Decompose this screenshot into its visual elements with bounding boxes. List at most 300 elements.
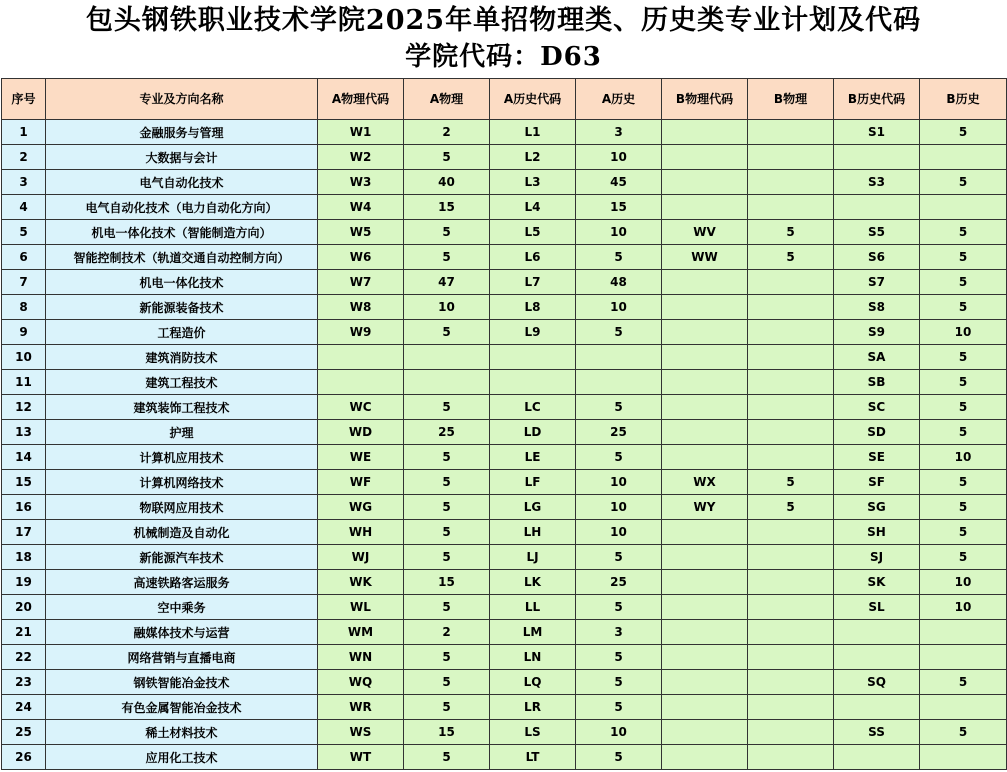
cell-b-physics-code <box>662 320 748 345</box>
cell-a-physics-code: W4 <box>318 195 404 220</box>
table-row <box>2 395 1007 420</box>
cell-b-physics <box>748 670 834 695</box>
cell-major-name: 新能源汽车技术 <box>46 545 318 570</box>
cell-a-physics-code: WL <box>318 595 404 620</box>
cell-a-physics: 10 <box>404 295 490 320</box>
cell-b-physics-code <box>662 295 748 320</box>
cell-b-physics: 5 <box>748 245 834 270</box>
cell-a-physics-code: W6 <box>318 245 404 270</box>
cell-b-history: 5 <box>920 370 1007 395</box>
cell-b-history-code: S7 <box>834 270 920 295</box>
cell-a-physics: 5 <box>404 595 490 620</box>
cell-a-history: 5 <box>576 320 662 345</box>
cell-a-history-code: L7 <box>490 270 576 295</box>
cell-a-physics: 2 <box>404 620 490 645</box>
cell-b-history-code: SE <box>834 445 920 470</box>
cell-b-history-code: SF <box>834 470 920 495</box>
cell-seq: 11 <box>2 370 46 395</box>
cell-a-history-code: LJ <box>490 545 576 570</box>
header-b-physics-code: B物理代码 <box>662 79 748 120</box>
cell-seq: 6 <box>2 245 46 270</box>
cell-a-history-code: LK <box>490 570 576 595</box>
cell-a-physics: 47 <box>404 270 490 295</box>
cell-a-physics-code: WJ <box>318 545 404 570</box>
cell-b-history <box>920 145 1007 170</box>
cell-seq: 1 <box>2 120 46 145</box>
cell-a-history: 10 <box>576 520 662 545</box>
cell-a-history: 3 <box>576 620 662 645</box>
cell-b-physics <box>748 695 834 720</box>
cell-seq: 8 <box>2 295 46 320</box>
table-row <box>2 745 1007 770</box>
cell-a-history-code: L2 <box>490 145 576 170</box>
cell-b-history: 5 <box>920 520 1007 545</box>
cell-b-physics-code <box>662 595 748 620</box>
table-row <box>2 295 1007 320</box>
cell-b-physics-code <box>662 545 748 570</box>
cell-b-history <box>920 745 1007 770</box>
cell-b-physics <box>748 295 834 320</box>
cell-a-history: 5 <box>576 670 662 695</box>
table-row <box>2 220 1007 245</box>
cell-b-history-code: SC <box>834 395 920 420</box>
cell-b-physics: 5 <box>748 220 834 245</box>
cell-seq: 3 <box>2 170 46 195</box>
cell-a-physics-code: WE <box>318 445 404 470</box>
cell-a-physics: 5 <box>404 445 490 470</box>
cell-b-physics-code <box>662 370 748 395</box>
cell-a-physics: 5 <box>404 220 490 245</box>
cell-a-history-code: L8 <box>490 295 576 320</box>
cell-b-physics-code <box>662 670 748 695</box>
cell-a-history-code: LE <box>490 445 576 470</box>
cell-b-history: 10 <box>920 570 1007 595</box>
cell-a-physics: 5 <box>404 645 490 670</box>
cell-b-physics <box>748 545 834 570</box>
cell-b-physics <box>748 120 834 145</box>
table-row <box>2 170 1007 195</box>
cell-a-physics: 5 <box>404 320 490 345</box>
cell-b-physics-code: WX <box>662 470 748 495</box>
cell-b-history-code: S5 <box>834 220 920 245</box>
cell-a-physics-code: WG <box>318 495 404 520</box>
cell-a-history: 10 <box>576 220 662 245</box>
cell-b-history-code: SH <box>834 520 920 545</box>
cell-a-physics <box>404 345 490 370</box>
cell-a-history: 5 <box>576 645 662 670</box>
cell-major-name: 电气自动化技术 <box>46 170 318 195</box>
cell-major-name: 高速铁路客运服务 <box>46 570 318 595</box>
cell-a-physics: 5 <box>404 520 490 545</box>
cell-b-physics: 5 <box>748 495 834 520</box>
cell-b-physics-code <box>662 620 748 645</box>
cell-b-physics: 5 <box>748 470 834 495</box>
cell-b-history-code: S1 <box>834 120 920 145</box>
cell-seq: 13 <box>2 420 46 445</box>
cell-b-physics <box>748 520 834 545</box>
cell-major-name: 融媒体技术与运营 <box>46 620 318 645</box>
cell-a-history-code <box>490 345 576 370</box>
cell-major-name: 建筑消防技术 <box>46 345 318 370</box>
cell-b-physics <box>748 745 834 770</box>
cell-a-physics-code: W9 <box>318 320 404 345</box>
table-row <box>2 445 1007 470</box>
cell-b-history-code <box>834 145 920 170</box>
cell-major-name: 机电一体化技术（智能制造方向） <box>46 220 318 245</box>
cell-seq: 19 <box>2 570 46 595</box>
enrollment-plan-table <box>1 78 1007 770</box>
cell-a-physics-code: WT <box>318 745 404 770</box>
cell-b-physics <box>748 570 834 595</box>
cell-a-history-code: LM <box>490 620 576 645</box>
cell-b-physics <box>748 270 834 295</box>
cell-a-history-code: LN <box>490 645 576 670</box>
cell-major-name: 物联网应用技术 <box>46 495 318 520</box>
cell-b-history-code <box>834 695 920 720</box>
cell-b-physics-code <box>662 395 748 420</box>
cell-a-physics: 15 <box>404 720 490 745</box>
cell-b-history: 5 <box>920 270 1007 295</box>
cell-seq: 18 <box>2 545 46 570</box>
cell-b-physics <box>748 595 834 620</box>
table-row <box>2 595 1007 620</box>
header-major-name: 专业及方向名称 <box>46 79 318 120</box>
cell-b-history-code <box>834 745 920 770</box>
table-row <box>2 195 1007 220</box>
cell-major-name: 电气自动化技术（电力自动化方向） <box>46 195 318 220</box>
cell-b-history-code: SD <box>834 420 920 445</box>
cell-b-physics <box>748 620 834 645</box>
cell-a-physics: 5 <box>404 470 490 495</box>
cell-b-history <box>920 695 1007 720</box>
cell-a-physics: 25 <box>404 420 490 445</box>
cell-b-physics <box>748 720 834 745</box>
cell-a-history-code <box>490 370 576 395</box>
table-body <box>2 120 1007 770</box>
cell-b-history-code: SL <box>834 595 920 620</box>
header-b-history: B历史 <box>920 79 1007 120</box>
cell-a-history-code: L6 <box>490 245 576 270</box>
cell-b-physics-code <box>662 170 748 195</box>
header-a-physics-code: A物理代码 <box>318 79 404 120</box>
cell-b-physics-code <box>662 345 748 370</box>
cell-a-physics-code: WM <box>318 620 404 645</box>
cell-a-history: 5 <box>576 595 662 620</box>
cell-b-history-code <box>834 645 920 670</box>
cell-seq: 14 <box>2 445 46 470</box>
cell-b-physics-code <box>662 695 748 720</box>
cell-a-history-code: L5 <box>490 220 576 245</box>
cell-b-history-code: SJ <box>834 545 920 570</box>
header-a-physics: A物理 <box>404 79 490 120</box>
cell-a-history: 48 <box>576 270 662 295</box>
cell-a-history-code: LT <box>490 745 576 770</box>
table-row <box>2 720 1007 745</box>
cell-b-history-code: S9 <box>834 320 920 345</box>
cell-b-history-code: S6 <box>834 245 920 270</box>
cell-a-physics-code <box>318 345 404 370</box>
cell-major-name: 新能源装备技术 <box>46 295 318 320</box>
cell-seq: 9 <box>2 320 46 345</box>
table-row <box>2 645 1007 670</box>
cell-a-history: 5 <box>576 445 662 470</box>
cell-b-history-code: SQ <box>834 670 920 695</box>
cell-seq: 10 <box>2 345 46 370</box>
cell-a-physics-code: W8 <box>318 295 404 320</box>
cell-b-history: 10 <box>920 320 1007 345</box>
table-row <box>2 670 1007 695</box>
cell-seq: 5 <box>2 220 46 245</box>
table-row <box>2 370 1007 395</box>
cell-b-physics-code: WY <box>662 495 748 520</box>
table-row <box>2 245 1007 270</box>
cell-b-physics-code: WW <box>662 245 748 270</box>
table-header-row <box>2 79 1007 120</box>
cell-b-history: 5 <box>920 220 1007 245</box>
cell-b-history <box>920 195 1007 220</box>
cell-b-history-code <box>834 620 920 645</box>
cell-b-history: 5 <box>920 495 1007 520</box>
cell-a-history-code: L1 <box>490 120 576 145</box>
cell-b-physics-code <box>662 195 748 220</box>
cell-seq: 12 <box>2 395 46 420</box>
cell-b-history: 10 <box>920 445 1007 470</box>
table-row <box>2 145 1007 170</box>
cell-major-name: 空中乘务 <box>46 595 318 620</box>
cell-a-physics-code <box>318 370 404 395</box>
cell-major-name: 建筑工程技术 <box>46 370 318 395</box>
cell-a-history: 5 <box>576 745 662 770</box>
cell-major-name: 有色金属智能冶金技术 <box>46 695 318 720</box>
cell-a-history-code: L4 <box>490 195 576 220</box>
cell-a-physics-code: WS <box>318 720 404 745</box>
table-row <box>2 120 1007 145</box>
cell-b-history-code: SA <box>834 345 920 370</box>
cell-a-history: 10 <box>576 470 662 495</box>
cell-a-physics: 5 <box>404 145 490 170</box>
cell-seq: 23 <box>2 670 46 695</box>
cell-b-history-code: SS <box>834 720 920 745</box>
cell-b-physics <box>748 420 834 445</box>
cell-a-physics-code: WN <box>318 645 404 670</box>
cell-b-history <box>920 620 1007 645</box>
cell-a-history: 5 <box>576 245 662 270</box>
header-a-history: A历史 <box>576 79 662 120</box>
cell-a-physics-code: W1 <box>318 120 404 145</box>
cell-a-physics-code: W2 <box>318 145 404 170</box>
cell-a-history: 10 <box>576 295 662 320</box>
cell-major-name: 计算机网络技术 <box>46 470 318 495</box>
cell-major-name: 网络营销与直播电商 <box>46 645 318 670</box>
cell-b-history: 5 <box>920 245 1007 270</box>
cell-b-physics <box>748 370 834 395</box>
cell-major-name: 钢铁智能冶金技术 <box>46 670 318 695</box>
cell-b-physics <box>748 170 834 195</box>
cell-a-physics: 5 <box>404 745 490 770</box>
cell-major-name: 工程造价 <box>46 320 318 345</box>
cell-a-physics: 5 <box>404 495 490 520</box>
cell-major-name: 计算机应用技术 <box>46 445 318 470</box>
table-row <box>2 695 1007 720</box>
cell-seq: 15 <box>2 470 46 495</box>
cell-major-name: 机电一体化技术 <box>46 270 318 295</box>
cell-a-history: 5 <box>576 545 662 570</box>
cell-a-physics: 15 <box>404 195 490 220</box>
cell-seq: 7 <box>2 270 46 295</box>
cell-seq: 24 <box>2 695 46 720</box>
cell-seq: 26 <box>2 745 46 770</box>
cell-a-physics: 40 <box>404 170 490 195</box>
cell-b-physics-code <box>662 520 748 545</box>
cell-b-history: 5 <box>920 395 1007 420</box>
cell-seq: 4 <box>2 195 46 220</box>
cell-a-history-code: LQ <box>490 670 576 695</box>
cell-major-name: 应用化工技术 <box>46 745 318 770</box>
cell-b-physics <box>748 320 834 345</box>
cell-seq: 20 <box>2 595 46 620</box>
cell-b-history: 5 <box>920 545 1007 570</box>
cell-a-history: 25 <box>576 570 662 595</box>
table-row <box>2 420 1007 445</box>
header-seq: 序号 <box>2 79 46 120</box>
cell-major-name: 护理 <box>46 420 318 445</box>
cell-major-name: 稀土材料技术 <box>46 720 318 745</box>
cell-seq: 2 <box>2 145 46 170</box>
cell-a-physics-code: WD <box>318 420 404 445</box>
table-row <box>2 495 1007 520</box>
cell-a-history: 5 <box>576 695 662 720</box>
cell-b-physics <box>748 195 834 220</box>
cell-major-name: 机械制造及自动化 <box>46 520 318 545</box>
cell-b-physics-code <box>662 445 748 470</box>
table-row <box>2 345 1007 370</box>
cell-b-history-code: SB <box>834 370 920 395</box>
cell-a-history-code: LH <box>490 520 576 545</box>
cell-a-history-code: LG <box>490 495 576 520</box>
cell-a-history: 25 <box>576 420 662 445</box>
cell-a-physics-code: WR <box>318 695 404 720</box>
cell-a-history: 10 <box>576 145 662 170</box>
cell-b-history: 5 <box>920 420 1007 445</box>
cell-a-history: 5 <box>576 395 662 420</box>
cell-b-history <box>920 645 1007 670</box>
cell-seq: 25 <box>2 720 46 745</box>
cell-b-history: 10 <box>920 595 1007 620</box>
cell-b-history-code: SG <box>834 495 920 520</box>
cell-seq: 22 <box>2 645 46 670</box>
cell-a-history-code: LR <box>490 695 576 720</box>
cell-a-history-code: LL <box>490 595 576 620</box>
cell-major-name: 建筑装饰工程技术 <box>46 395 318 420</box>
cell-a-history: 3 <box>576 120 662 145</box>
cell-major-name: 大数据与会计 <box>46 145 318 170</box>
cell-b-history: 5 <box>920 345 1007 370</box>
cell-a-physics: 15 <box>404 570 490 595</box>
cell-a-history <box>576 370 662 395</box>
cell-b-physics-code: WV <box>662 220 748 245</box>
cell-a-physics: 5 <box>404 670 490 695</box>
cell-a-history: 10 <box>576 495 662 520</box>
page-title: 包头钢铁职业技术学院2025年单招物理类、历史类专业计划及代码 <box>85 5 922 36</box>
cell-b-physics-code <box>662 145 748 170</box>
cell-a-physics-code: W7 <box>318 270 404 295</box>
cell-a-physics: 5 <box>404 395 490 420</box>
cell-b-physics <box>748 395 834 420</box>
cell-b-history: 5 <box>920 470 1007 495</box>
cell-a-physics-code: W5 <box>318 220 404 245</box>
table-row <box>2 570 1007 595</box>
cell-b-history: 5 <box>920 170 1007 195</box>
cell-b-physics-code <box>662 720 748 745</box>
cell-a-physics: 2 <box>404 120 490 145</box>
cell-a-physics: 5 <box>404 695 490 720</box>
cell-a-history-code: LC <box>490 395 576 420</box>
table-row <box>2 320 1007 345</box>
cell-a-history-code: LD <box>490 420 576 445</box>
cell-a-history-code: L3 <box>490 170 576 195</box>
cell-a-physics: 5 <box>404 545 490 570</box>
cell-b-physics <box>748 645 834 670</box>
cell-b-physics <box>748 345 834 370</box>
cell-b-physics <box>748 445 834 470</box>
cell-seq: 17 <box>2 520 46 545</box>
cell-b-history: 5 <box>920 720 1007 745</box>
cell-a-physics <box>404 370 490 395</box>
cell-b-history-code: S8 <box>834 295 920 320</box>
header-a-history-code: A历史代码 <box>490 79 576 120</box>
cell-b-history: 5 <box>920 120 1007 145</box>
cell-a-history-code: LF <box>490 470 576 495</box>
cell-a-physics-code: W3 <box>318 170 404 195</box>
cell-a-history-code: L9 <box>490 320 576 345</box>
cell-a-history: 45 <box>576 170 662 195</box>
cell-major-name: 金融服务与管理 <box>46 120 318 145</box>
cell-b-history: 5 <box>920 670 1007 695</box>
page-subtitle: 学院代码：D63 <box>405 42 602 72</box>
table-row <box>2 520 1007 545</box>
table-row <box>2 620 1007 645</box>
cell-a-physics-code: WF <box>318 470 404 495</box>
cell-a-physics-code: WH <box>318 520 404 545</box>
cell-b-physics-code <box>662 745 748 770</box>
cell-b-history: 5 <box>920 295 1007 320</box>
cell-seq: 16 <box>2 495 46 520</box>
cell-b-physics-code <box>662 645 748 670</box>
cell-a-history <box>576 345 662 370</box>
cell-b-physics-code <box>662 270 748 295</box>
cell-a-history-code: LS <box>490 720 576 745</box>
cell-b-physics-code <box>662 120 748 145</box>
cell-a-history: 15 <box>576 195 662 220</box>
table-row <box>2 470 1007 495</box>
cell-seq: 21 <box>2 620 46 645</box>
cell-a-physics: 5 <box>404 245 490 270</box>
header-b-physics: B物理 <box>748 79 834 120</box>
cell-a-physics-code: WC <box>318 395 404 420</box>
cell-b-history-code: S3 <box>834 170 920 195</box>
table-row <box>2 545 1007 570</box>
cell-major-name: 智能控制技术（轨道交通自动控制方向） <box>46 245 318 270</box>
cell-a-physics-code: WQ <box>318 670 404 695</box>
cell-a-physics-code: WK <box>318 570 404 595</box>
cell-b-history-code: SK <box>834 570 920 595</box>
cell-b-history-code <box>834 195 920 220</box>
table-row <box>2 270 1007 295</box>
header-b-history-code: B历史代码 <box>834 79 920 120</box>
cell-a-history: 10 <box>576 720 662 745</box>
cell-b-physics <box>748 145 834 170</box>
title-block <box>0 0 1007 78</box>
